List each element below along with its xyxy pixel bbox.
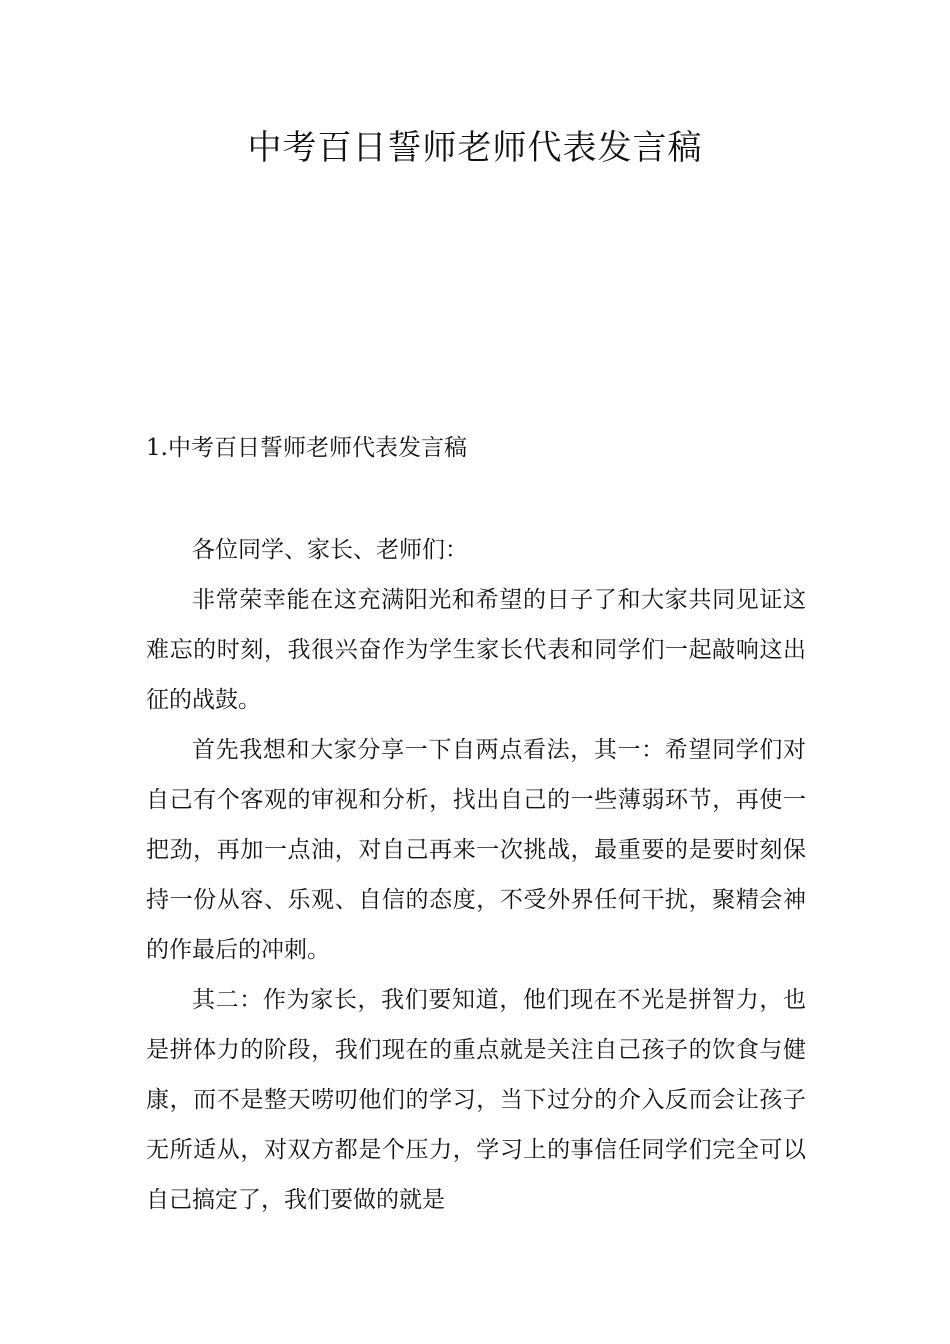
paragraph: 其二：作为家长，我们要知道，他们现在不光是拼智力，也是拼体力的阶段，我们现在的重点就是关注自己孩子的饮食与健康，而不是整天唠叨他们的学习，当下过分的介入反而会让孩子无所适从，对双方都是个压力，学习上的事信任同学们完全可以自己搞定了，我们要做的就是	[146, 987, 806, 1213]
paragraph-greeting: 各位同学、家长、老师们：	[192, 537, 468, 563]
paragraph: 非常荣幸能在这充满阳光和希望的日子了和大家共同见证这难忘的时刻，我很兴奋作为学生家长代表和同学们一起敲响这出征的战鼓。	[146, 587, 806, 713]
document-body	[146, 525, 806, 1225]
document-title: 中考百日誓师老师代表发言稿	[247, 128, 703, 168]
paragraph: 首先我想和大家分享一下自两点看法，其一：希望同学们对自己有个客观的审视和分析，找出自己的一些薄弱环节，再使一把劲，再加一点油，对自己再来一次挑战，最重要的是要时刻保持一份从容、乐观、自信的态度，不受外界任何干扰，聚精会神的作最后的冲刺。	[146, 737, 806, 963]
section-heading: 1.中考百日誓师老师代表发言稿	[146, 435, 467, 461]
